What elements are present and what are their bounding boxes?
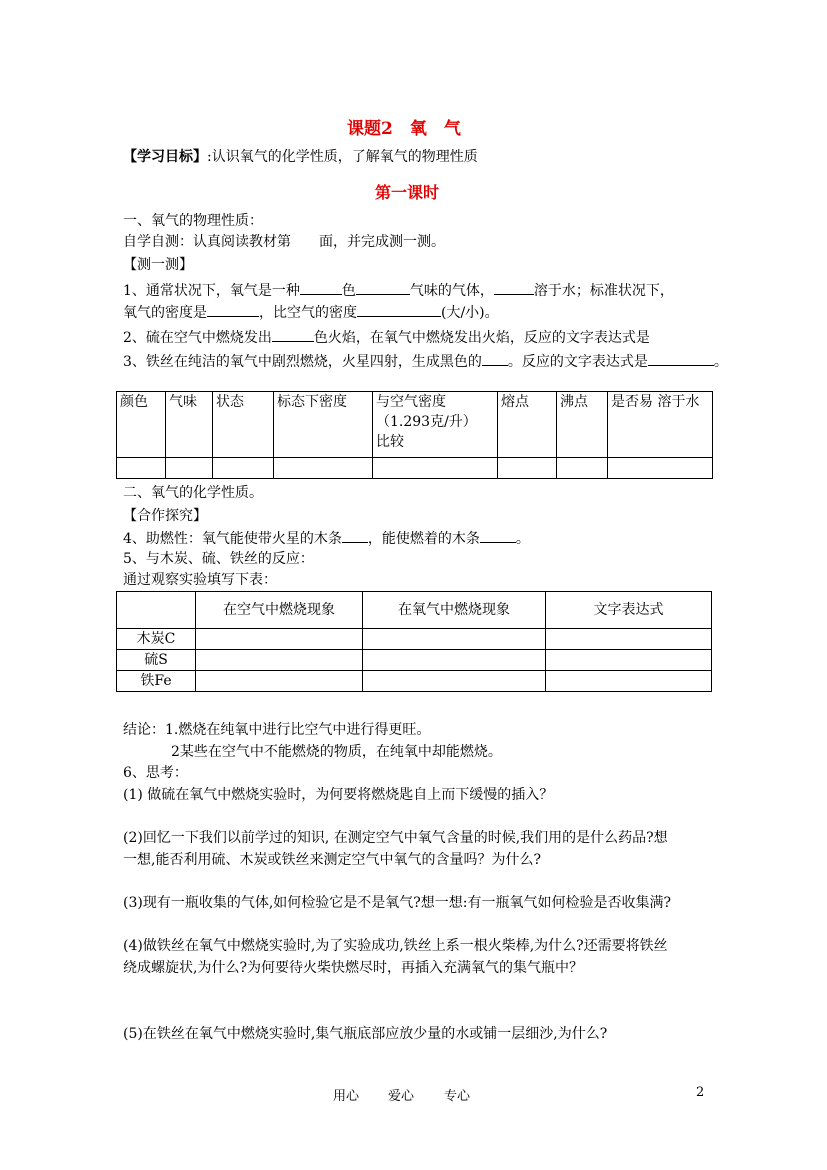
blank-product[interactable] (482, 351, 508, 366)
think-question-4-line2: 绕成螺旋状,为什么?为何要待火柴快燃尽时，再插入充满氧气的集气瓶中？ (123, 960, 583, 976)
test-label: 【测一测】 (123, 257, 193, 273)
table2-cell[interactable] (196, 650, 363, 671)
table2-cell[interactable] (546, 650, 712, 671)
table1-header-boiling: 沸点 (557, 392, 608, 458)
blank-density[interactable] (207, 302, 259, 317)
table-row (117, 650, 712, 671)
sec1-heading: 一、氧气的物理性质： (123, 213, 263, 229)
conclusion-1: 结论：1.燃烧在纯氧中进行比空气中进行得更旺。 (123, 722, 431, 738)
table1-cell[interactable] (557, 458, 608, 479)
goal-text: :认识氧气的化学性质，了解氧气的物理性质 (207, 149, 478, 165)
blank-glowing-splint[interactable] (342, 528, 368, 543)
table1-header-odor: 气味 (166, 392, 213, 458)
goal-label: 【学习目标】 (123, 149, 207, 165)
table2-header-oxygen: 在氧气中燃烧现象 (363, 592, 546, 629)
blank-odor[interactable] (356, 280, 410, 295)
table2-cell[interactable] (363, 650, 546, 671)
self-test: 自学自测：认真阅读教材第 面，并完成测一测。 (123, 234, 445, 250)
blank-compare[interactable] (357, 302, 441, 317)
table1-header-solubility: 是否易 溶于水 (608, 392, 713, 458)
table1-cell[interactable] (166, 458, 213, 479)
table2-cell[interactable] (363, 629, 546, 650)
question-5: 5、与木炭、硫、铁丝的反应： (123, 551, 314, 567)
table1-header-melting: 熔点 (498, 392, 557, 458)
table2-cell[interactable] (546, 671, 712, 692)
table2-cell[interactable] (363, 671, 546, 692)
table1-cell[interactable] (498, 458, 557, 479)
think-question-3: (3)现有一瓶收集的气体,如何检验它是不是氧气?想一想:有一瓶氧气如何检验是否收集满? (123, 895, 672, 911)
table2-row-label: 硫S (117, 650, 196, 671)
blank-color[interactable] (300, 280, 342, 295)
coop-label: 【合作探究】 (123, 508, 207, 524)
table2-header-air: 在空气中燃烧现象 (196, 592, 363, 629)
table-row (117, 592, 712, 629)
footer-motto-3: 专心 (444, 1089, 471, 1104)
table1-cell[interactable] (117, 458, 166, 479)
physical-properties-table (116, 391, 713, 479)
think-heading: 6、思考： (123, 765, 188, 781)
table2-cell[interactable] (196, 629, 363, 650)
table2-row-label: 木炭C (117, 629, 196, 650)
learning-goal (123, 146, 478, 166)
table-row (117, 629, 712, 650)
table1-header-state: 状态 (213, 392, 274, 458)
page-number: 2 (696, 1085, 705, 1100)
sec2-heading: 二、氧气的化学性质。 (123, 485, 263, 501)
conclusion-2: 2某些在空气中不能燃烧的物质，在纯氧中却能燃烧。 (171, 744, 502, 760)
table1-header-air-density: 与空气密度 （1.293克/升） 比较 (373, 392, 498, 458)
table-row (117, 458, 713, 479)
blank-solubility[interactable] (494, 280, 534, 295)
question-4: 4、助燃性：氧气能使带火星的木条 ，能使燃着的木条 。 (123, 528, 530, 548)
think-question-5: (5)在铁丝在氧气中燃烧实验时,集气瓶底部应放少量的水或铺一层细沙,为什么? (123, 1026, 608, 1042)
table-row (117, 392, 713, 458)
question-1-line2: 氧气的密度是 ，比空气的密度 (大/小)。 (123, 302, 499, 322)
footer-motto-1: 用心 (333, 1089, 360, 1104)
footer-motto-2: 爱心 (388, 1089, 415, 1104)
table1-cell[interactable] (274, 458, 373, 479)
table1-cell[interactable] (608, 458, 713, 479)
combustion-table (116, 591, 712, 692)
blank-burning-splint[interactable] (480, 528, 516, 543)
blank-expression[interactable] (648, 351, 714, 366)
question-2: 2、硫在空气中燃烧发出 色火焰，在氧气中燃烧发出火焰，反应的文字表达式是 (123, 327, 650, 347)
table1-header-density: 标态下密度 (274, 392, 373, 458)
table-row (117, 671, 712, 692)
table1-cell[interactable] (373, 458, 498, 479)
question-3: 3、铁丝在纯洁的氧气中剧烈燃烧，火星四射，生成黑色的 。反应的文字表达式是 。 (123, 351, 728, 371)
think-question-2-line2: 一想,能否利用硫、木炭或铁丝来测定空气中氧气的含量吗？为什么? (123, 852, 541, 868)
question-5-note: 通过观察实验填写下表： (123, 572, 277, 588)
think-question-4-line1: (4)做铁丝在氧气中燃烧实验时,为了实验成功,铁丝上系一根火柴棒,为什么?还需要将铁丝 (123, 938, 668, 954)
table1-header-color: 颜色 (117, 392, 166, 458)
table2-cell[interactable] (196, 671, 363, 692)
table2-header-expression: 文字表达式 (546, 592, 712, 629)
question-1-line1: 1、通常状况下，氧气是一种 色 气味的气体， 溶于水；标准状况下， (123, 280, 674, 300)
page-title: 课题2 氧 气 (347, 119, 461, 139)
think-question-2-line1: (2)回忆一下我们以前学过的知识, 在测定空气中氧气含量的时候,我们用的是什么药品?想 (123, 830, 668, 846)
table2-cell[interactable] (546, 629, 712, 650)
table1-cell[interactable] (213, 458, 274, 479)
lesson-title: 第一课时 (375, 183, 440, 202)
table2-row-label: 铁Fe (117, 671, 196, 692)
blank-flame-color[interactable] (272, 327, 314, 342)
think-question-1: (1) 做硫在氧气中燃烧实验时，为何要将燃烧匙自上而下缓慢的插入？ (123, 787, 554, 803)
table2-header-empty (117, 592, 196, 629)
